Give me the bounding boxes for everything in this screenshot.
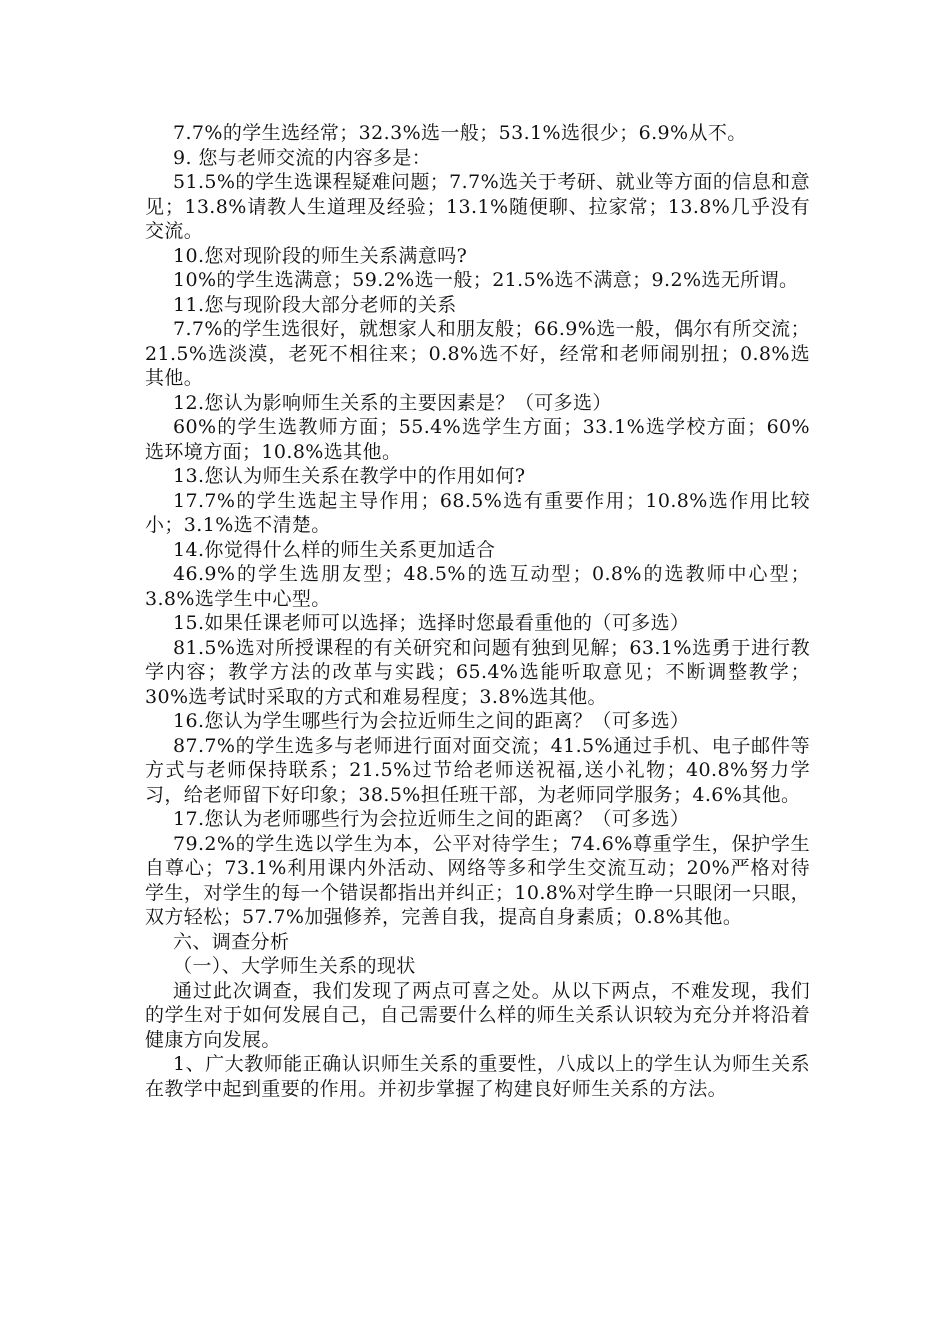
question-15: 15.如果任课老师可以选择；选择时您最看重他的（可多选）	[173, 612, 690, 634]
answer-paragraph-q13: 17.7%的学生选起主导作用；68.5%选有重要作用；10.8%选作用比较小；3.1%选不清楚。	[145, 489, 810, 536]
question-16: 16.您认为学生哪些行为会拉近师生之间的距离？（可多选）	[173, 710, 690, 732]
question-17: 17.您认为老师哪些行为会拉近师生之间的距离？（可多选）	[173, 808, 690, 830]
answer-paragraph-q12: 60%的学生选教师方面；55.4%选学生方面；33.1%选学校方面；60%选环境方面；10.8%选其他。	[145, 416, 810, 463]
section-heading-analysis: 六、调查分析	[173, 930, 290, 953]
question-11: 11.您与现阶段大部分老师的关系	[173, 293, 457, 316]
question-12: 12.您认为影响师生关系的主要因素是？（可多选）	[173, 391, 612, 414]
answer-paragraph-q8: 7.7%的学生选经常；32.3%选一般；53.1%选很少；6.9%从不。	[173, 122, 747, 144]
body-paragraph-findings: 通过此次调查，我们发现了两点可喜之处。从以下两点，不难发现，我们的学生对于如何发展自己，自己需要什么样的师生关系认识较为充分并将沿着健康方向发展。	[145, 979, 810, 1051]
body-paragraph-point-1: 1、广大教师能正确认识师生关系的重要性，八成以上的学生认为师生关系在教学中起到重要的作用。并初步掌握了构建良好师生关系的方法。	[145, 1053, 810, 1100]
question-13: 13.您认为师生关系在教学中的作用如何?	[173, 465, 526, 487]
question-10: 10.您对现阶段的师生关系满意吗?	[173, 244, 468, 267]
answer-paragraph-q10: 10%的学生选满意；59.2%选一般；21.5%选不满意；9.2%选无所谓。	[173, 269, 799, 291]
document-page	[145, 121, 810, 1101]
subsection-heading-status: （一）、大学师生关系的现状	[173, 955, 416, 977]
answer-paragraph-q17: 79.2%的学生选以学生为本，公平对待学生；74.6%尊重学生，保护学生自尊心；73.1%利用课内外活动、网络等多和学生交流互动；20%严格对待学生，对学生的每一个错误都指出并纠正；10.8%对学生睁一只眼闭一只眼，双方轻松；57.7%加强修养，完善自我，提高自身素质；0.8%其他。	[145, 832, 810, 928]
answer-paragraph-q16: 87.7%的学生选多与老师进行面对面交流；41.5%通过手机、电子邮件等方式与老师保持联系；21.5%过节给老师送祝福,送小礼物；40.8%努力学习，给老师留下好印象；38.5%担任班干部，为老师同学服务；4.6%其他。	[145, 734, 810, 806]
answer-paragraph-q15: 81.5%选对所授课程的有关研究和问题有独到见解；63.1%选勇于进行教学内容；教学方法的改革与实践；65.4%选能听取意见；不断调整教学；30%选考试时采取的方式和难易程度；3.8%选其他。	[145, 636, 810, 708]
question-9: 9. 您与老师交流的内容多是：	[173, 146, 432, 169]
answer-paragraph-q11: 7.7%的学生选很好，就想家人和朋友般；66.9%选一般，偶尔有所交流；21.5%选淡漠，老死不相往来；0.8%选不好，经常和老师闹别扭；0.8%选其他。	[145, 318, 810, 389]
question-14: 14.你觉得什么样的师生关系更加适合	[173, 538, 496, 561]
answer-paragraph-q14: 46.9%的学生选朋友型；48.5%的选互动型；0.8%的选教师中心型；3.8%选学生中心型。	[145, 563, 810, 610]
answer-paragraph-q9: 51.5%的学生选课程疑难问题；7.7%选关于考研、就业等方面的信息和意见；13.8%请教人生道理及经验；13.1%随便聊、拉家常；13.8%几乎没有交流。	[145, 171, 810, 242]
